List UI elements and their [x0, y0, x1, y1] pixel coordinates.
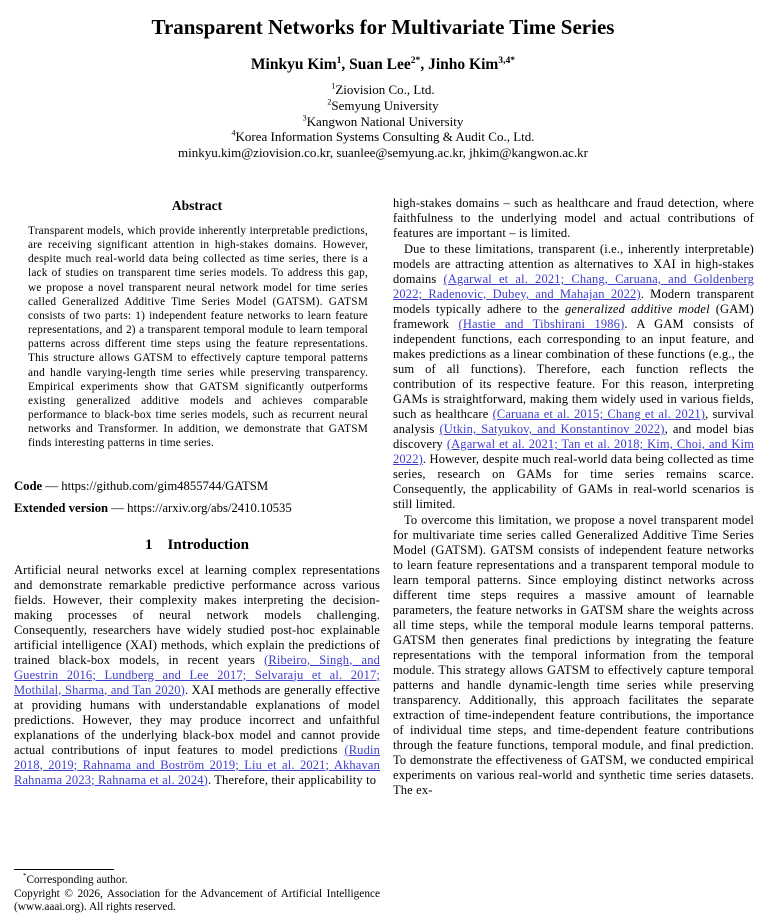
text-segment: Due to these limitations, transparent (i.e., inherently interpretable) models are attracting attention as alternatives to XAI in high-stakes domains: [393, 242, 754, 286]
text-segment: , Jinho Kim: [420, 56, 499, 73]
text-segment: Minkyu Kim: [250, 56, 337, 73]
text-segment: Corresponding author.: [26, 874, 128, 887]
author-line: [0, 56, 766, 74]
text-segment: . Therefore, their applicability to: [207, 772, 377, 787]
text-segment: 2*: [410, 54, 421, 66]
section-1-heading: [14, 537, 380, 554]
citation-link[interactable]: (Caruana et al. 2015; Chang et al. 2021): [492, 407, 706, 421]
affiliation-line: [0, 129, 766, 145]
paper-title: Transparent Networks for Multivariate Time Series: [151, 15, 615, 39]
citation-link[interactable]: (Utkin, Satyukov, and Konstantinov 2022): [439, 422, 665, 436]
footnote-corresponding-author: [14, 874, 380, 887]
paper-header: [0, 15, 766, 161]
affiliation-line: [0, 98, 766, 114]
citation-link[interactable]: (Agarwal et al. 2021; Tan et al. 2018; Kim, Choi, and Kim 2022): [393, 437, 754, 466]
text-segment: . Modern transparent models typically adhere to the: [393, 287, 754, 316]
left-column: [14, 196, 380, 798]
text-segment: Ziovision Co., Ltd.: [335, 82, 435, 97]
text-segment: 1: [331, 81, 336, 91]
abstract-text: Transparent models, which provide inherently interpretable predictions, are receiving significant attention in high-stakes domains. However, despite much real-world data being collected as time series, there is a lack of studies on transparent time series models. To address this gap, we propose a novel transparent neural network model for time series called Generalized Additive Time Series Model (GATSM). GATSM consists of two parts: 1) independent feature networks to learn feature representations, and 2) a transparent temporal module to learn temporal patterns across different time steps using the feature representations. This structure allows GATSM to effectively capture temporal patterns and handle varying-length time series while preserving transparency. Empirical experiments show that GATSM significantly outperforms existing generalized additive models and achieves comparable performance to black-box time series models, such as recurrent neural networks and Transformer. In addition, we demonstrate that GATSM finds interesting patterns in time series.: [28, 225, 368, 450]
abstract-heading: Abstract: [171, 198, 223, 213]
text-segment: . A GAM consists of independent functions, each corresponding to an input feature, and makes predictions as a linear combination of these functions (e.g., the sum of all functions). Therefore, each function reflects the contribution of its respective feature. For this reason, interpreting GAMs is straightforward, making them widely used in various fields, such as healthcare: [393, 317, 754, 421]
text-segment: 2: [327, 97, 332, 107]
affiliations-block: [0, 82, 766, 161]
text-segment: generalized additive model: [565, 302, 710, 316]
text-segment: , survival analysis: [393, 407, 754, 436]
text-segment: Korea Information Systems Consulting & Audit Co., Ltd.: [235, 129, 535, 145]
text-segment: —: [108, 500, 128, 515]
author-emails: minkyu.kim@ziovision.co.kr, suanlee@semyung.ac.kr, jhkim@kangwon.ac.kr: [178, 145, 588, 161]
text-segment: Kangwon National University: [306, 113, 464, 129]
text-segment: 3: [302, 113, 307, 123]
text-segment: 4: [231, 129, 236, 139]
resource-links-block: [14, 475, 380, 519]
extended-version-url[interactable]: https://arxiv.org/abs/2410.10535: [127, 500, 292, 515]
text-segment: 3,4*: [498, 54, 516, 66]
text-segment: (GAM) framework: [393, 302, 754, 331]
affiliation-line: [0, 114, 766, 130]
extended-version-line: [14, 497, 380, 519]
text-segment: Code: [14, 478, 43, 493]
text-segment: 1: [336, 54, 342, 66]
text-segment: 1: [145, 536, 153, 553]
footnote: [14, 869, 380, 914]
code-link-line: [14, 475, 380, 497]
footnote-rule: [14, 869, 114, 870]
text-segment: Semyung University: [331, 97, 439, 113]
right-column: [393, 196, 754, 798]
text-segment: —: [42, 478, 62, 493]
right-paragraph-3: To overcome this limitation, we propose a novel transparent model for multivariate time series called Generalized Additive Time Series Model (GATSM). GATSM consists of independent feature networks to learn feature representations and a transparent temporal module to learn temporal patterns. Since employing distinct networks across different time steps requires a massive amount of learnable parameters, the feature networks in GATSM share the weights across all time steps, while the temporal module learns temporal patterns. GATSM then generates final predictions by integrating the feature representations with the temporal information from the temporal module. This strategy allows GATSM to effectively capture temporal patterns and handle dynamic-length time series while preserving transparency. Additionally, this approach facilitates the separate extraction of time-independent feature contributions, the importance of individual time steps, and time-dependent feature contributions through the feature functions, temporal module, and final prediction. To demonstrate the effectiveness of GATSM, we conducted empirical experiments on various real-world and synthetic time series datasets. The ex-: [393, 513, 754, 797]
citation-link[interactable]: (Ribeiro, Singh, and Guestrin 2016; Lundberg and Lee 2017; Selvaraju et al. 2017; Mothilal, Sharma, and Tan 2020): [14, 652, 380, 697]
code-url[interactable]: https://github.com/gim4855744/GATSM: [61, 478, 269, 493]
text-segment: . However, despite much real-world data being collected as time series, research on GAMs for time series remains scarce. Consequently, the applicability of GAMs in real-world scenarios is still limited.: [393, 452, 754, 511]
text-segment: , Suan Lee: [341, 56, 411, 73]
two-column-body: [14, 196, 754, 798]
footnote-copyright: Copyright © 2026, Association for the Advancement of Artificial Intelligence (www.aaai.org). All rights reserved.: [14, 887, 380, 913]
citation-link[interactable]: (Rudin 2018, 2019; Rahnama and Boström 2019; Liu et al. 2021; Akhavan Rahnama 2023; Rahnama et al. 2024): [14, 742, 380, 787]
text-segment: . XAI methods are generally effective at providing humans with understandable explanations of model predictions. However, they may produce incorrect and unfaithful explanations of the underlying black-box model and cannot provide actual contributions of input features to model predictions: [14, 682, 380, 757]
text-segment: *: [23, 872, 27, 881]
right-paragraph-2: [393, 242, 754, 512]
text-segment: , and model bias discovery: [393, 422, 755, 451]
citation-link[interactable]: (Hastie and Tibshirani 1986): [458, 317, 625, 331]
text-segment: Artificial neural networks excel at learning complex representations and demonstrate remarkable predictive performance across various fields. However, their complexity makes interpreting the decision-making processes of neural network models challenging. Consequently, researchers have widely studied post-hoc explainable artificial intelligence (XAI) methods, which explain the predictions of trained black-box models, in recent years: [14, 562, 380, 667]
text-segment: Introduction: [167, 536, 249, 553]
affiliation-line: [0, 82, 766, 98]
citation-link[interactable]: (Agarwal et al. 2021; Chang, Caruana, and Goldenberg 2022; Radenovic, Dubey, and Mahajan 2022): [393, 272, 755, 301]
text-segment: Extended version: [14, 500, 109, 515]
intro-paragraph-1: [14, 563, 380, 788]
right-paragraph-1: high-stakes domains – such as healthcare and fraud detection, where faithfulness to the underlying model and actual contributions of features are important – is limited.: [393, 196, 754, 240]
